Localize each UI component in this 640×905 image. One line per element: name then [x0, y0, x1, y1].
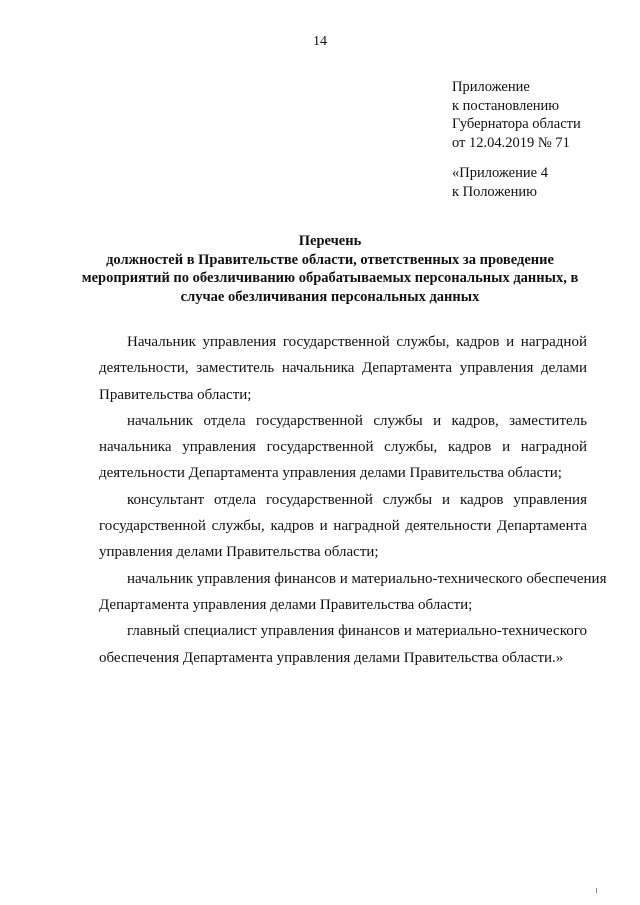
- positions-list: [71, 329, 607, 671]
- position-paragraph: [71, 408, 587, 487]
- text-line: Правительства области;: [99, 386, 252, 403]
- text-line: начальника управления государственной службы, кадров и наградной: [99, 439, 587, 456]
- position-paragraph: [71, 566, 607, 619]
- text-line: Департамента управления делами Правительства области;: [99, 596, 473, 613]
- annex-sub-line: «Приложение 4: [452, 165, 548, 181]
- text-line: обеспечения Департамента управления делами Правительства области.»: [99, 649, 564, 666]
- text-line: управления делами Правительства области;: [99, 544, 379, 561]
- document-title: [60, 232, 600, 306]
- position-paragraph: [71, 487, 587, 566]
- text-line: государственной службы, кадров и наградной деятельности Департамента: [99, 518, 587, 535]
- title-line: случае обезличивания персональных данных: [180, 288, 480, 305]
- text-line: деятельности Департамента управления делами Правительства области;: [99, 465, 562, 482]
- text-line: начальник отдела государственной службы и кадров, заместитель: [127, 412, 587, 429]
- text-line: консультант отдела государственной службы и кадров управления: [127, 491, 587, 508]
- text-line: начальник управления финансов и материально-технического обеспечения: [127, 570, 607, 587]
- annex-line: от 12.04.2019 № 71: [452, 134, 570, 151]
- text-line: главный специалист управления финансов и материально-технического: [127, 623, 587, 640]
- annex-line: Губернатора области: [452, 116, 581, 132]
- page-number: 14: [313, 34, 327, 49]
- scan-mark: [596, 888, 597, 893]
- text-line: деятельности, заместитель начальника Департамента управления делами: [99, 360, 587, 377]
- annex-line: к постановлению: [452, 97, 560, 114]
- title-line: должностей в Правительстве области, ответственных за проведение: [106, 251, 554, 268]
- annex-line: Приложение: [452, 79, 530, 95]
- title-line: Перечень: [298, 233, 362, 249]
- text-line: Начальник управления государственной службы, кадров и наградной: [127, 334, 587, 350]
- title-line: мероприятий по обезличиванию обрабатываемых персональных данных, в: [81, 270, 579, 286]
- position-paragraph: [71, 618, 587, 671]
- position-paragraph: [71, 329, 587, 408]
- annex-sub-header: [452, 164, 632, 201]
- annex-sub-line: к Положению: [452, 183, 537, 200]
- annex-header: [452, 78, 632, 152]
